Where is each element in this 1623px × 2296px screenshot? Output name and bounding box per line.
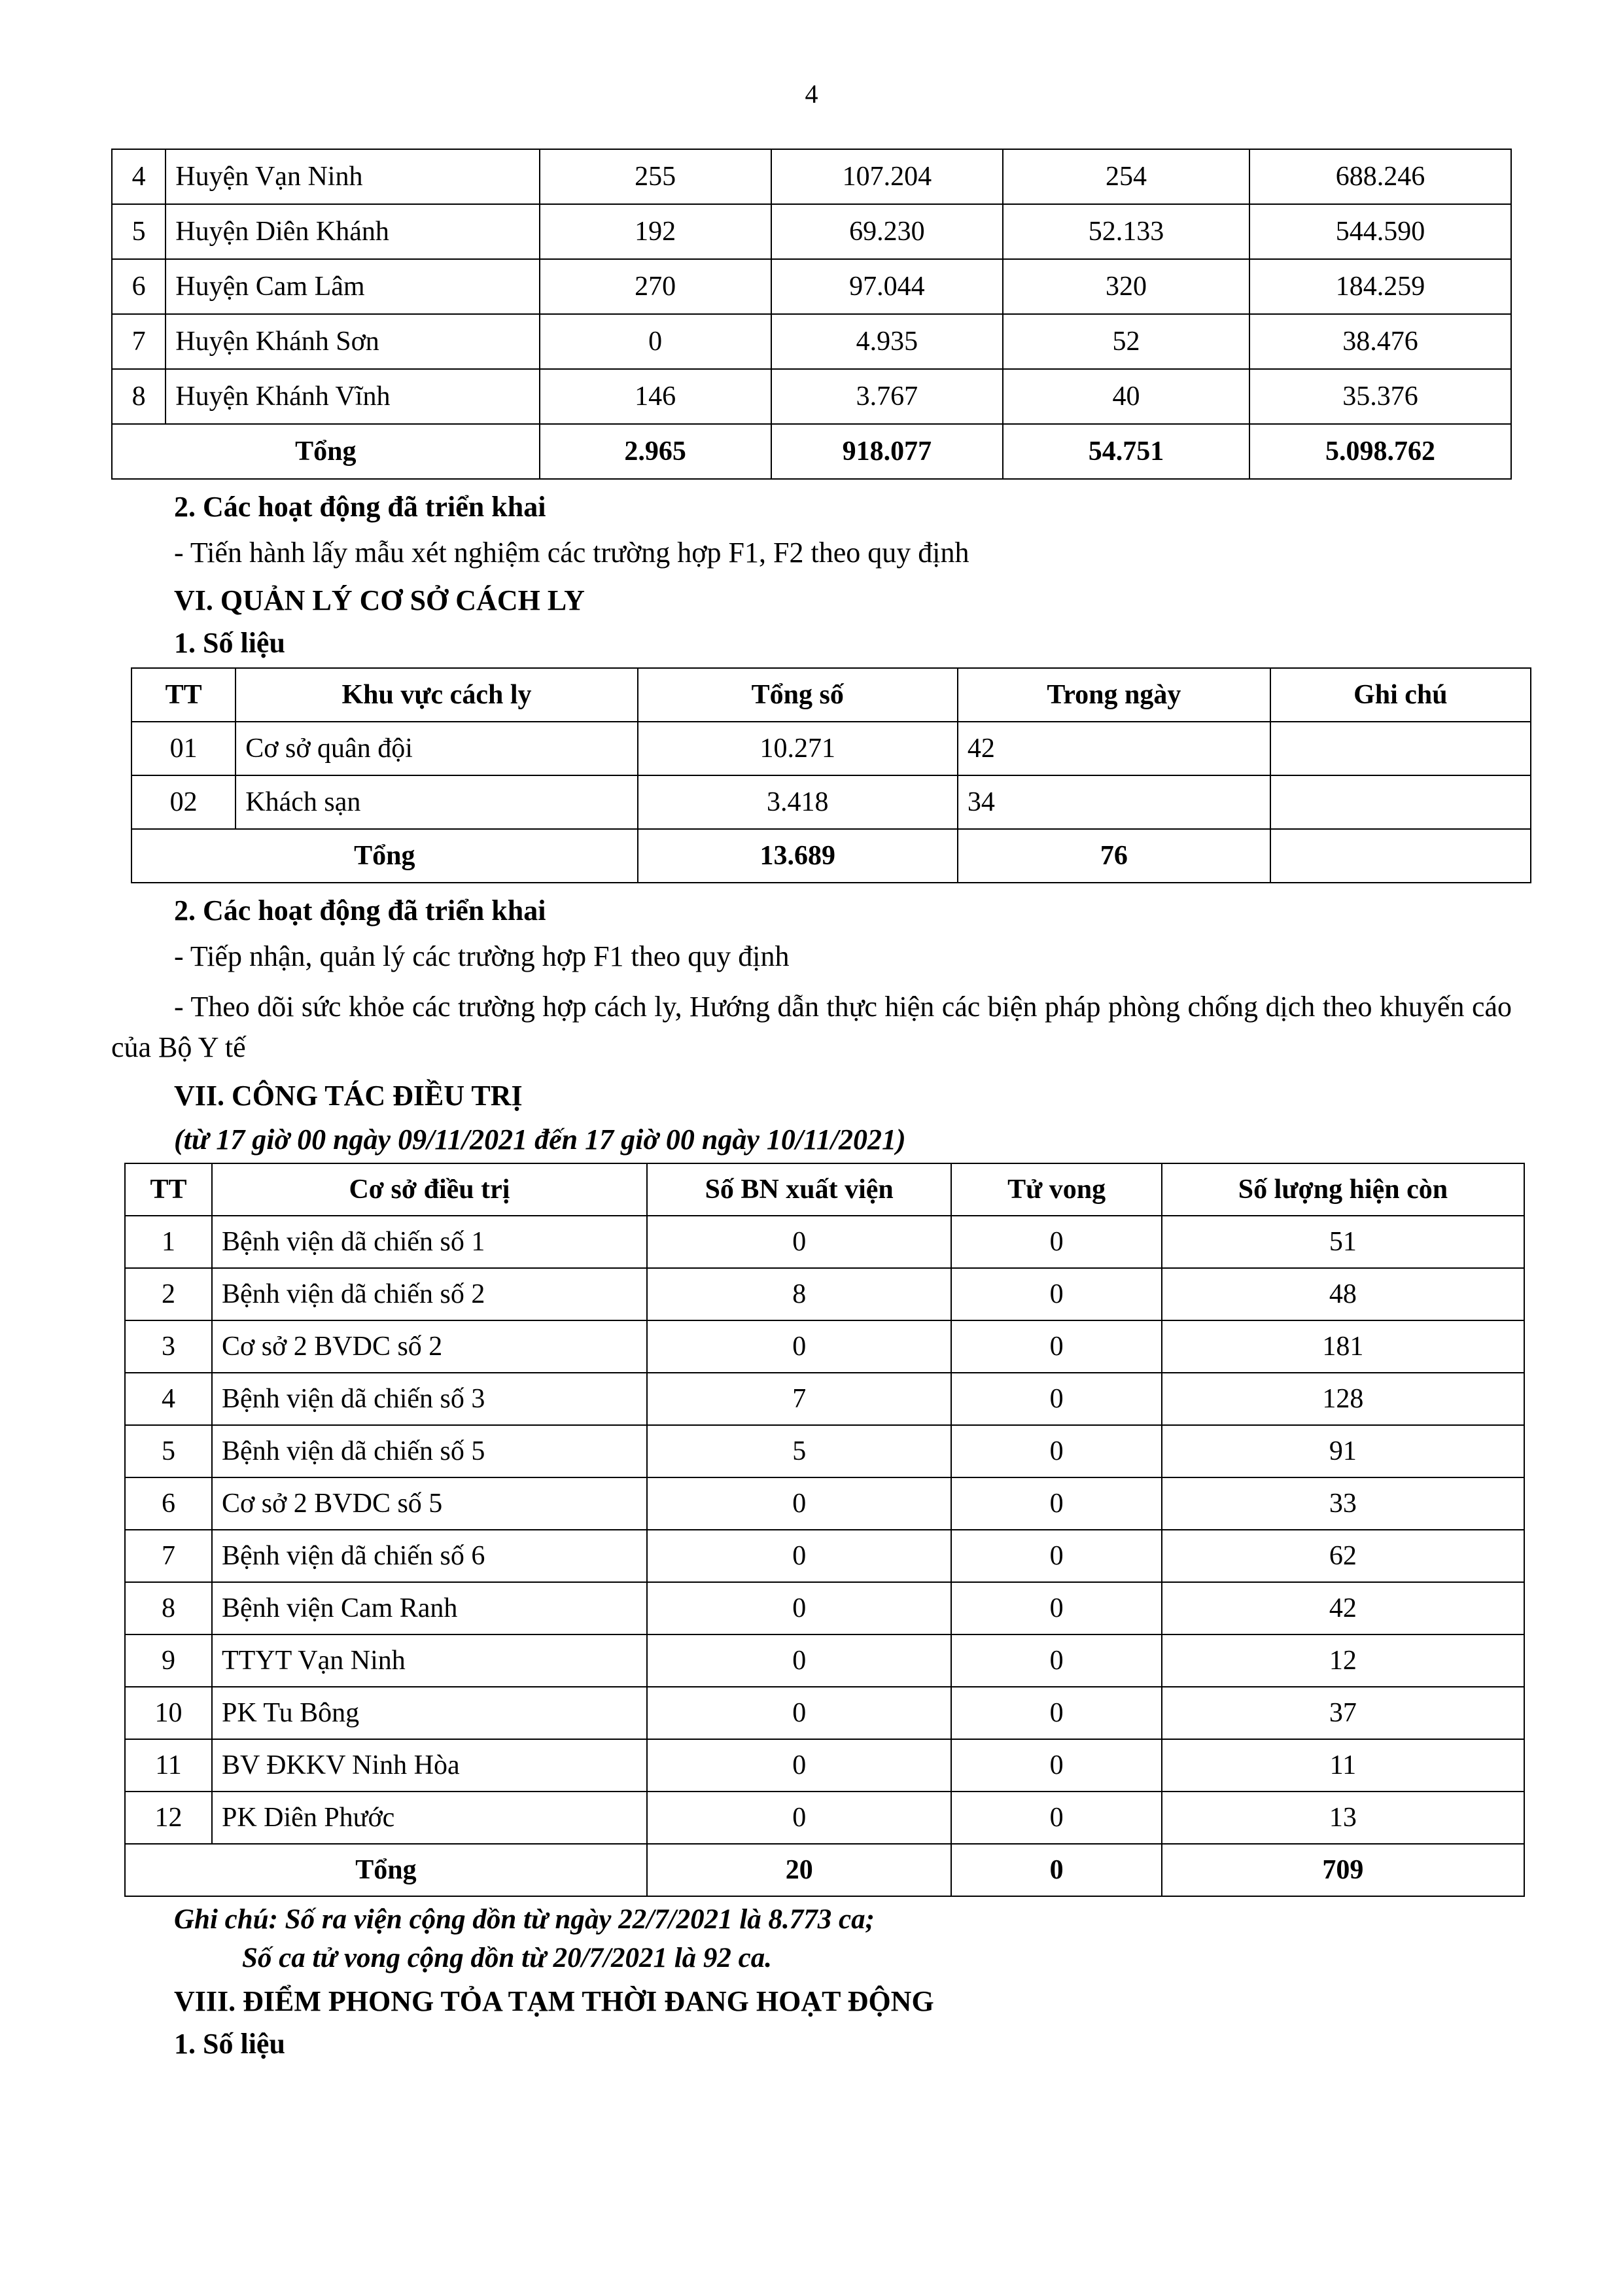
cell-area: Cơ sở quân đội bbox=[236, 722, 637, 775]
cell-tt: 02 bbox=[131, 775, 236, 829]
section-vi-heading: VI. QUẢN LÝ CƠ SỞ CÁCH LY bbox=[174, 584, 585, 617]
cell-discharged: 0 bbox=[647, 1634, 951, 1687]
cell-c4: 38.476 bbox=[1249, 314, 1511, 369]
cell-current: 91 bbox=[1162, 1425, 1524, 1477]
cell-discharged: 0 bbox=[647, 1216, 951, 1268]
cell-deaths: 0 bbox=[951, 1425, 1161, 1477]
section-vii-heading: VII. CÔNG TÁC ĐIỀU TRỊ bbox=[174, 1079, 523, 1112]
header-total: Tổng số bbox=[638, 668, 958, 722]
cell-current: 12 bbox=[1162, 1634, 1524, 1687]
cell-tt: 1 bbox=[125, 1216, 212, 1268]
cell-facility: PK Tu Bông bbox=[212, 1687, 647, 1739]
cell-tt: 11 bbox=[125, 1739, 212, 1792]
section-vii-period: (từ 17 giờ 00 ngày 09/11/2021 đến 17 giờ 00 ngày 10/11/2021) bbox=[174, 1123, 906, 1156]
cell-current: 33 bbox=[1162, 1477, 1524, 1530]
cell-tt: 8 bbox=[125, 1582, 212, 1634]
cell-total-c1: 2.965 bbox=[540, 424, 771, 479]
table-row bbox=[125, 1739, 1524, 1792]
table-header-row bbox=[125, 1163, 1524, 1216]
cell-deaths: 0 bbox=[951, 1739, 1161, 1792]
table-row bbox=[112, 204, 1511, 259]
cell-current: 128 bbox=[1162, 1373, 1524, 1425]
cell-total-label: Tổng bbox=[112, 424, 540, 479]
table-total-row bbox=[125, 1844, 1524, 1896]
cell-total-value: 13.689 bbox=[638, 829, 958, 883]
cell-day: 42 bbox=[958, 722, 1270, 775]
cell-name: Huyện Vạn Ninh bbox=[166, 149, 539, 204]
cell-deaths: 0 bbox=[951, 1268, 1161, 1320]
cell-discharged: 0 bbox=[647, 1582, 951, 1634]
cell-c2: 69.230 bbox=[771, 204, 1003, 259]
cell-current: 181 bbox=[1162, 1320, 1524, 1373]
table-row bbox=[125, 1425, 1524, 1477]
table-total-row bbox=[131, 829, 1531, 883]
cell-tt: 4 bbox=[112, 149, 166, 204]
cell-deaths: 0 bbox=[951, 1477, 1161, 1530]
cell-name: Huyện Cam Lâm bbox=[166, 259, 539, 314]
cell-tt: 4 bbox=[125, 1373, 212, 1425]
cell-tt: 5 bbox=[112, 204, 166, 259]
cell-total-c3: 54.751 bbox=[1003, 424, 1249, 479]
table-header-row bbox=[131, 668, 1531, 722]
cell-deaths: 0 bbox=[951, 1530, 1161, 1582]
cell-c1: 0 bbox=[540, 314, 771, 369]
cell-facility: TTYT Vạn Ninh bbox=[212, 1634, 647, 1687]
cell-c2: 4.935 bbox=[771, 314, 1003, 369]
header-area: Khu vực cách ly bbox=[236, 668, 637, 722]
cell-c1: 192 bbox=[540, 204, 771, 259]
section-viii-subheading: 1. Số liệu bbox=[174, 2027, 285, 2060]
cell-deaths: 0 bbox=[951, 1216, 1161, 1268]
table-row bbox=[125, 1477, 1524, 1530]
cell-tt: 3 bbox=[125, 1320, 212, 1373]
section-activities-heading: 2. Các hoạt động đã triển khai bbox=[174, 491, 546, 523]
header-tt: TT bbox=[125, 1163, 212, 1216]
cell-tt: 2 bbox=[125, 1268, 212, 1320]
district-statistics-table bbox=[111, 149, 1512, 480]
table-row bbox=[125, 1634, 1524, 1687]
cell-discharged: 0 bbox=[647, 1530, 951, 1582]
cell-tt: 6 bbox=[125, 1477, 212, 1530]
cell-note bbox=[1270, 722, 1531, 775]
header-facility: Cơ sở điều trị bbox=[212, 1163, 647, 1216]
cell-facility: Bệnh viện dã chiến số 3 bbox=[212, 1373, 647, 1425]
section-vii-note-2: Số ca tử vong cộng dồn từ 20/7/2021 là 92 ca. bbox=[242, 1942, 773, 1973]
cell-deaths: 0 bbox=[951, 1373, 1161, 1425]
cell-c3: 52 bbox=[1003, 314, 1249, 369]
cell-facility: PK Diên Phước bbox=[212, 1792, 647, 1844]
cell-name: Huyện Khánh Sơn bbox=[166, 314, 539, 369]
cell-c1: 255 bbox=[540, 149, 771, 204]
cell-name: Huyện Diên Khánh bbox=[166, 204, 539, 259]
header-note: Ghi chú bbox=[1270, 668, 1531, 722]
table-row bbox=[125, 1530, 1524, 1582]
quarantine-table bbox=[131, 667, 1531, 883]
cell-tt: 8 bbox=[112, 369, 166, 424]
cell-current: 13 bbox=[1162, 1792, 1524, 1844]
cell-current: 37 bbox=[1162, 1687, 1524, 1739]
table-row bbox=[125, 1320, 1524, 1373]
cell-deaths: 0 bbox=[951, 1582, 1161, 1634]
table-row bbox=[131, 722, 1531, 775]
table-row bbox=[125, 1687, 1524, 1739]
table-row bbox=[125, 1792, 1524, 1844]
cell-deaths: 0 bbox=[951, 1634, 1161, 1687]
cell-facility: Cơ sở 2 BVDC số 2 bbox=[212, 1320, 647, 1373]
cell-c4: 544.590 bbox=[1249, 204, 1511, 259]
table-row bbox=[112, 259, 1511, 314]
table-row bbox=[112, 149, 1511, 204]
table-row bbox=[112, 369, 1511, 424]
cell-facility: Bệnh viện dã chiến số 2 bbox=[212, 1268, 647, 1320]
cell-discharged: 7 bbox=[647, 1373, 951, 1425]
cell-area: Khách sạn bbox=[236, 775, 637, 829]
header-current: Số lượng hiện còn bbox=[1162, 1163, 1524, 1216]
cell-tt: 6 bbox=[112, 259, 166, 314]
cell-tt: 9 bbox=[125, 1634, 212, 1687]
table-row bbox=[131, 775, 1531, 829]
cell-deaths: 0 bbox=[951, 1687, 1161, 1739]
cell-facility: Bệnh viện dã chiến số 5 bbox=[212, 1425, 647, 1477]
cell-total-c2: 918.077 bbox=[771, 424, 1003, 479]
cell-total-note bbox=[1270, 829, 1531, 883]
cell-total-c4: 5.098.762 bbox=[1249, 424, 1511, 479]
cell-current: 42 bbox=[1162, 1582, 1524, 1634]
cell-facility: Cơ sở 2 BVDC số 5 bbox=[212, 1477, 647, 1530]
section-viii-heading: VIII. ĐIỂM PHONG TỎA TẠM THỜI ĐANG HOẠT ĐỘNG bbox=[174, 1985, 934, 2017]
cell-note bbox=[1270, 775, 1531, 829]
cell-c1: 270 bbox=[540, 259, 771, 314]
cell-name: Huyện Khánh Vĩnh bbox=[166, 369, 539, 424]
cell-day: 34 bbox=[958, 775, 1270, 829]
cell-total: 3.418 bbox=[638, 775, 958, 829]
cell-tt: 01 bbox=[131, 722, 236, 775]
table-row bbox=[125, 1582, 1524, 1634]
page-number: 4 bbox=[805, 79, 818, 109]
cell-total-label: Tổng bbox=[125, 1844, 647, 1896]
cell-deaths: 0 bbox=[951, 1320, 1161, 1373]
cell-c3: 52.133 bbox=[1003, 204, 1249, 259]
cell-c2: 3.767 bbox=[771, 369, 1003, 424]
table-total-row bbox=[112, 424, 1511, 479]
cell-discharged: 8 bbox=[647, 1268, 951, 1320]
cell-total-current: 709 bbox=[1162, 1844, 1524, 1896]
cell-current: 11 bbox=[1162, 1739, 1524, 1792]
table-row bbox=[125, 1216, 1524, 1268]
cell-c4: 35.376 bbox=[1249, 369, 1511, 424]
cell-c3: 254 bbox=[1003, 149, 1249, 204]
cell-discharged: 0 bbox=[647, 1687, 951, 1739]
section-vii-note-1: Ghi chú: Số ra viện cộng dồn từ ngày 22/7/2021 là 8.773 ca; bbox=[174, 1903, 875, 1935]
table-row bbox=[125, 1268, 1524, 1320]
cell-c4: 688.246 bbox=[1249, 149, 1511, 204]
section-vi-bullet-1: - Tiếp nhận, quản lý các trường hợp F1 theo quy định bbox=[174, 940, 790, 973]
cell-discharged: 0 bbox=[647, 1792, 951, 1844]
header-day: Trong ngày bbox=[958, 668, 1270, 722]
header-tt: TT bbox=[131, 668, 236, 722]
section-vi-subheading: 1. Số liệu bbox=[174, 627, 285, 660]
table-row bbox=[125, 1373, 1524, 1425]
header-discharged: Số BN xuất viện bbox=[647, 1163, 951, 1216]
cell-discharged: 0 bbox=[647, 1739, 951, 1792]
cell-c2: 107.204 bbox=[771, 149, 1003, 204]
cell-total-label: Tổng bbox=[131, 829, 638, 883]
cell-tt: 12 bbox=[125, 1792, 212, 1844]
cell-total: 10.271 bbox=[638, 722, 958, 775]
cell-discharged: 5 bbox=[647, 1425, 951, 1477]
cell-discharged: 0 bbox=[647, 1320, 951, 1373]
table-row bbox=[112, 314, 1511, 369]
section-vi-bullet-2: - Theo dõi sức khỏe các trường hợp cách ly, Hướng dẫn thực hiện các biện pháp phòng chống dịch theo khuyến cáo của Bộ Y tế bbox=[111, 990, 1512, 1064]
cell-tt: 7 bbox=[112, 314, 166, 369]
cell-facility: Bệnh viện Cam Ranh bbox=[212, 1582, 647, 1634]
cell-facility: Bệnh viện dã chiến số 6 bbox=[212, 1530, 647, 1582]
header-deaths: Tử vong bbox=[951, 1163, 1161, 1216]
cell-c3: 320 bbox=[1003, 259, 1249, 314]
section-activities-bullet-1: - Tiến hành lấy mẫu xét nghiệm các trường hợp F1, F2 theo quy định bbox=[174, 537, 969, 569]
cell-c1: 146 bbox=[540, 369, 771, 424]
cell-c2: 97.044 bbox=[771, 259, 1003, 314]
cell-facility: Bệnh viện dã chiến số 1 bbox=[212, 1216, 647, 1268]
cell-total-discharged: 20 bbox=[647, 1844, 951, 1896]
cell-tt: 10 bbox=[125, 1687, 212, 1739]
cell-current: 51 bbox=[1162, 1216, 1524, 1268]
cell-c4: 184.259 bbox=[1249, 259, 1511, 314]
section-vi-activities-heading: 2. Các hoạt động đã triển khai bbox=[174, 894, 546, 927]
cell-deaths: 0 bbox=[951, 1792, 1161, 1844]
cell-tt: 7 bbox=[125, 1530, 212, 1582]
cell-total-deaths: 0 bbox=[951, 1844, 1161, 1896]
cell-facility: BV ĐKKV Ninh Hòa bbox=[212, 1739, 647, 1792]
cell-c3: 40 bbox=[1003, 369, 1249, 424]
cell-total-day: 76 bbox=[958, 829, 1270, 883]
cell-current: 48 bbox=[1162, 1268, 1524, 1320]
cell-discharged: 0 bbox=[647, 1477, 951, 1530]
treatment-table bbox=[124, 1163, 1525, 1897]
cell-current: 62 bbox=[1162, 1530, 1524, 1582]
cell-tt: 5 bbox=[125, 1425, 212, 1477]
